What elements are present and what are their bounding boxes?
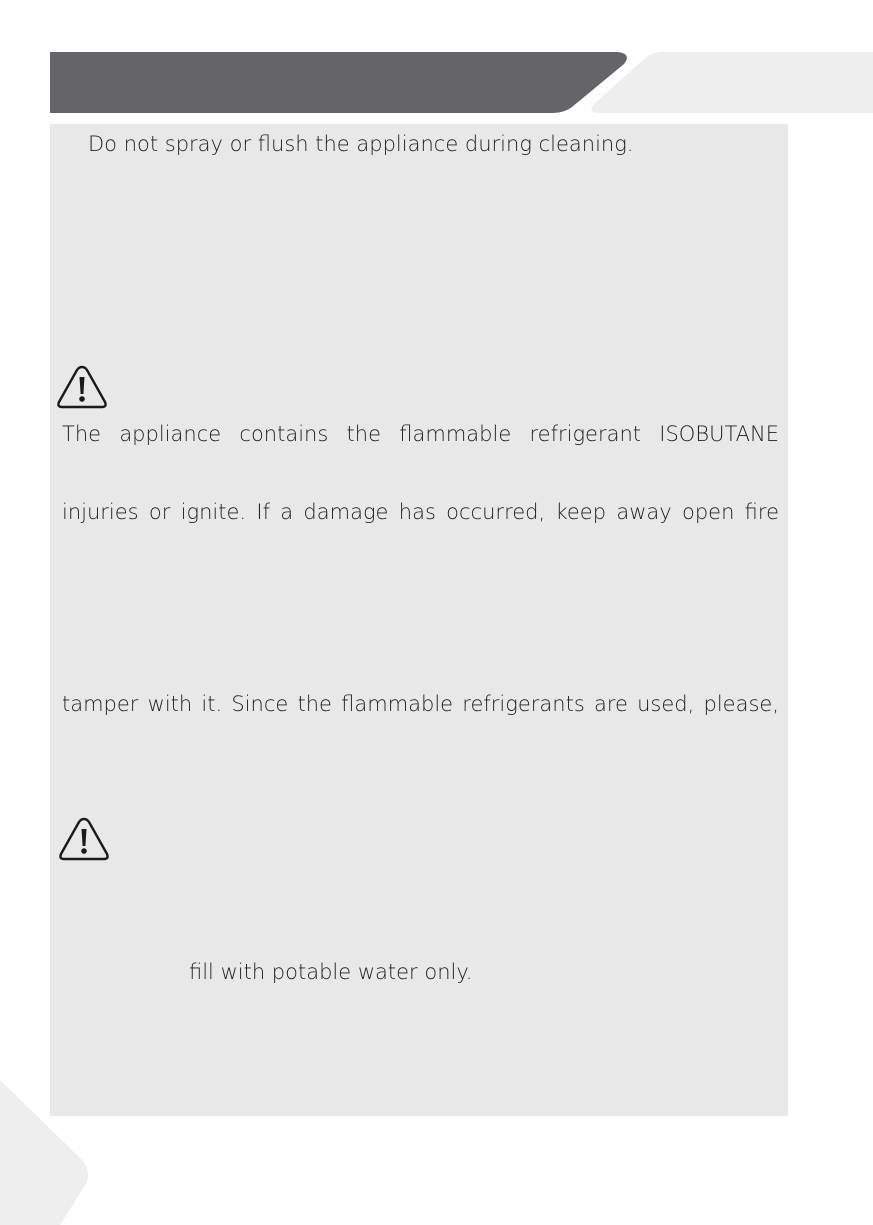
- warning-triangle-icon: [58, 816, 110, 862]
- text-line-isobutane: The appliance contains the flammable refrigerant ISOBUTANE: [62, 422, 779, 446]
- text-line-tamper: tamper with it. Since the flammable refrigerants are used, please,: [62, 692, 779, 716]
- corner-decoration: [0, 1080, 100, 1225]
- header-light-tab: [591, 52, 873, 113]
- warning-triangle-icon: [56, 364, 108, 410]
- text-line-injuries: injuries or ignite. If a damage has occurred, keep away open fire: [62, 500, 779, 524]
- header-tabs: [0, 0, 873, 120]
- header-dark-tab: [50, 52, 627, 113]
- content-panel: [50, 124, 788, 1116]
- text-line-potable-water: fill with potable water only.: [189, 960, 473, 984]
- text-line-spray: Do not spray or flush the appliance during cleaning.: [88, 132, 634, 156]
